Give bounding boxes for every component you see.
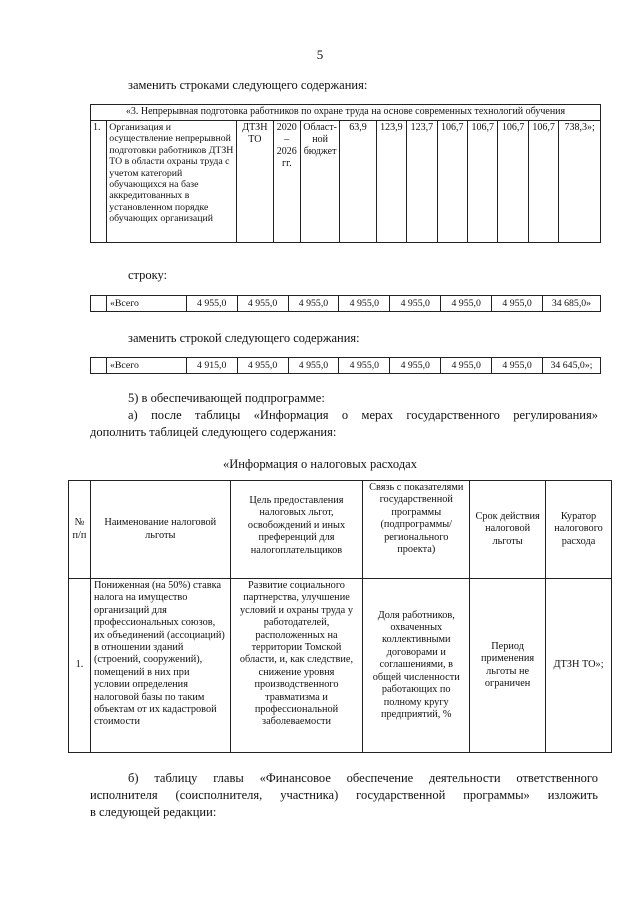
header-curator: Куратор налогового расхода xyxy=(546,481,612,579)
header-goal: Цель предоставления налоговых льгот, освобождений и иных преференций для налогоплательщиков xyxy=(230,481,363,579)
value-cell: 4 955,0 xyxy=(441,358,492,374)
value-cell: 106,7 xyxy=(528,121,558,243)
instruction-replace-row: заменить строкой следующего содержания: xyxy=(128,331,360,345)
instruction-row: строку: xyxy=(128,268,168,282)
table-row xyxy=(91,121,601,243)
value-cell: 4 915,0 xyxy=(186,358,237,374)
value-cell: 4 955,0 xyxy=(339,358,390,374)
row-number: 1. xyxy=(69,579,91,753)
value-cell: 106,7 xyxy=(498,121,528,243)
value-cell: 123,9 xyxy=(376,121,406,243)
indicator-link: Доля работников, охваченных коллективными договорами и соглашениями, в общей численности работающих по полному кругу предприятий, % xyxy=(363,579,470,753)
paragraph-a-line2: дополнить таблицей следующего содержания: xyxy=(90,425,337,439)
total-label: «Всего xyxy=(106,296,186,312)
value-cell: 738,3»; xyxy=(559,121,601,243)
executor: ДТЗН ТО xyxy=(237,121,274,243)
benefit-term: Период применения льготы не ограничен xyxy=(470,579,546,753)
section-title: «3. Непрерывная подготовка работников по охране труда на основе современных технологий обучения xyxy=(91,105,601,121)
tax-benefit-name: Пониженная (на 50%) ставка налога на имущество организаций для профессиональных союзов, их объединений (ассоциаций) в отношении зданий (строений, сооружений), помещений в них при условии определения налоговой базы по таким объектам от их кадастровой стоимости xyxy=(90,579,230,753)
page-number: 5 xyxy=(316,47,324,62)
empty-cell xyxy=(91,296,107,312)
header-row xyxy=(69,481,612,579)
instruction-replace-rows: заменить строками следующего содержания: xyxy=(128,78,368,92)
paragraph-5: 5) в обеспечивающей подпрограмме: xyxy=(128,391,325,405)
measure-name: Организация и осуществление непрерывной подготовки работников ДТЗН ТО в области охраны труда с учетом категорий обучающихся на базе аккредитованных в установленном порядке обучающих организаций xyxy=(107,121,237,243)
table-row xyxy=(91,296,601,312)
total-new-table xyxy=(90,357,601,374)
funding-source: Област-ной бюджет xyxy=(300,121,339,243)
value-cell: 4 955,0 xyxy=(237,358,288,374)
paragraph-b-line3: в следующей редакции: xyxy=(90,805,217,819)
value-cell: 123,7 xyxy=(407,121,437,243)
header-name: Наименование налоговой льготы xyxy=(90,481,230,579)
paragraph-b-line2: исполнителя (соисполнителя, участника) государственной программы» изложить xyxy=(90,788,598,802)
tax-expenses-table xyxy=(68,480,612,753)
value-cell: 4 955,0 xyxy=(441,296,492,312)
header-link: Связь с показателями государственной программы (подпрограммы/ регионального проекта) xyxy=(363,481,470,579)
value-cell: 4 955,0 xyxy=(492,296,543,312)
value-cell: 106,7 xyxy=(437,121,467,243)
row-number: 1. xyxy=(91,121,107,243)
value-cell: 4 955,0 xyxy=(237,296,288,312)
value-cell: 4 955,0 xyxy=(186,296,237,312)
paragraph-a-line1: а) после таблицы «Информация о мерах государственного регулирования» xyxy=(128,408,598,422)
period: 2020 – 2026 гг. xyxy=(273,121,300,243)
value-cell: 4 955,0 xyxy=(492,358,543,374)
curator: ДТЗН ТО»; xyxy=(546,579,612,753)
header-num: № п/п xyxy=(69,481,91,579)
value-cell: 34 645,0»; xyxy=(542,358,600,374)
value-cell: 4 955,0 xyxy=(390,358,441,374)
value-cell: 63,9 xyxy=(340,121,377,243)
benefit-goal: Развитие социального партнерства, улучшение условий и охраны труда у работодателей, расположенных на территории Томской области, и, как следствие, снижение уровня производственного травматизма и профессиональной заболеваемости xyxy=(230,579,363,753)
header-term: Срок действия налоговой льготы xyxy=(470,481,546,579)
table-row xyxy=(69,579,612,753)
empty-cell xyxy=(91,358,107,374)
value-cell: 4 955,0 xyxy=(288,296,339,312)
tax-table-title: «Информация о налоговых расходах xyxy=(223,457,417,471)
value-cell: 4 955,0 xyxy=(288,358,339,374)
total-label: «Всего xyxy=(106,358,186,374)
paragraph-b-line1: б) таблицу главы «Финансовое обеспечение деятельности ответственного xyxy=(128,771,598,785)
value-cell: 34 685,0» xyxy=(542,296,600,312)
program-table xyxy=(90,104,601,243)
value-cell: 4 955,0 xyxy=(339,296,390,312)
table-row xyxy=(91,358,601,374)
total-old-table xyxy=(90,295,601,312)
value-cell: 4 955,0 xyxy=(390,296,441,312)
value-cell: 106,7 xyxy=(468,121,498,243)
section-title-row xyxy=(91,105,601,121)
